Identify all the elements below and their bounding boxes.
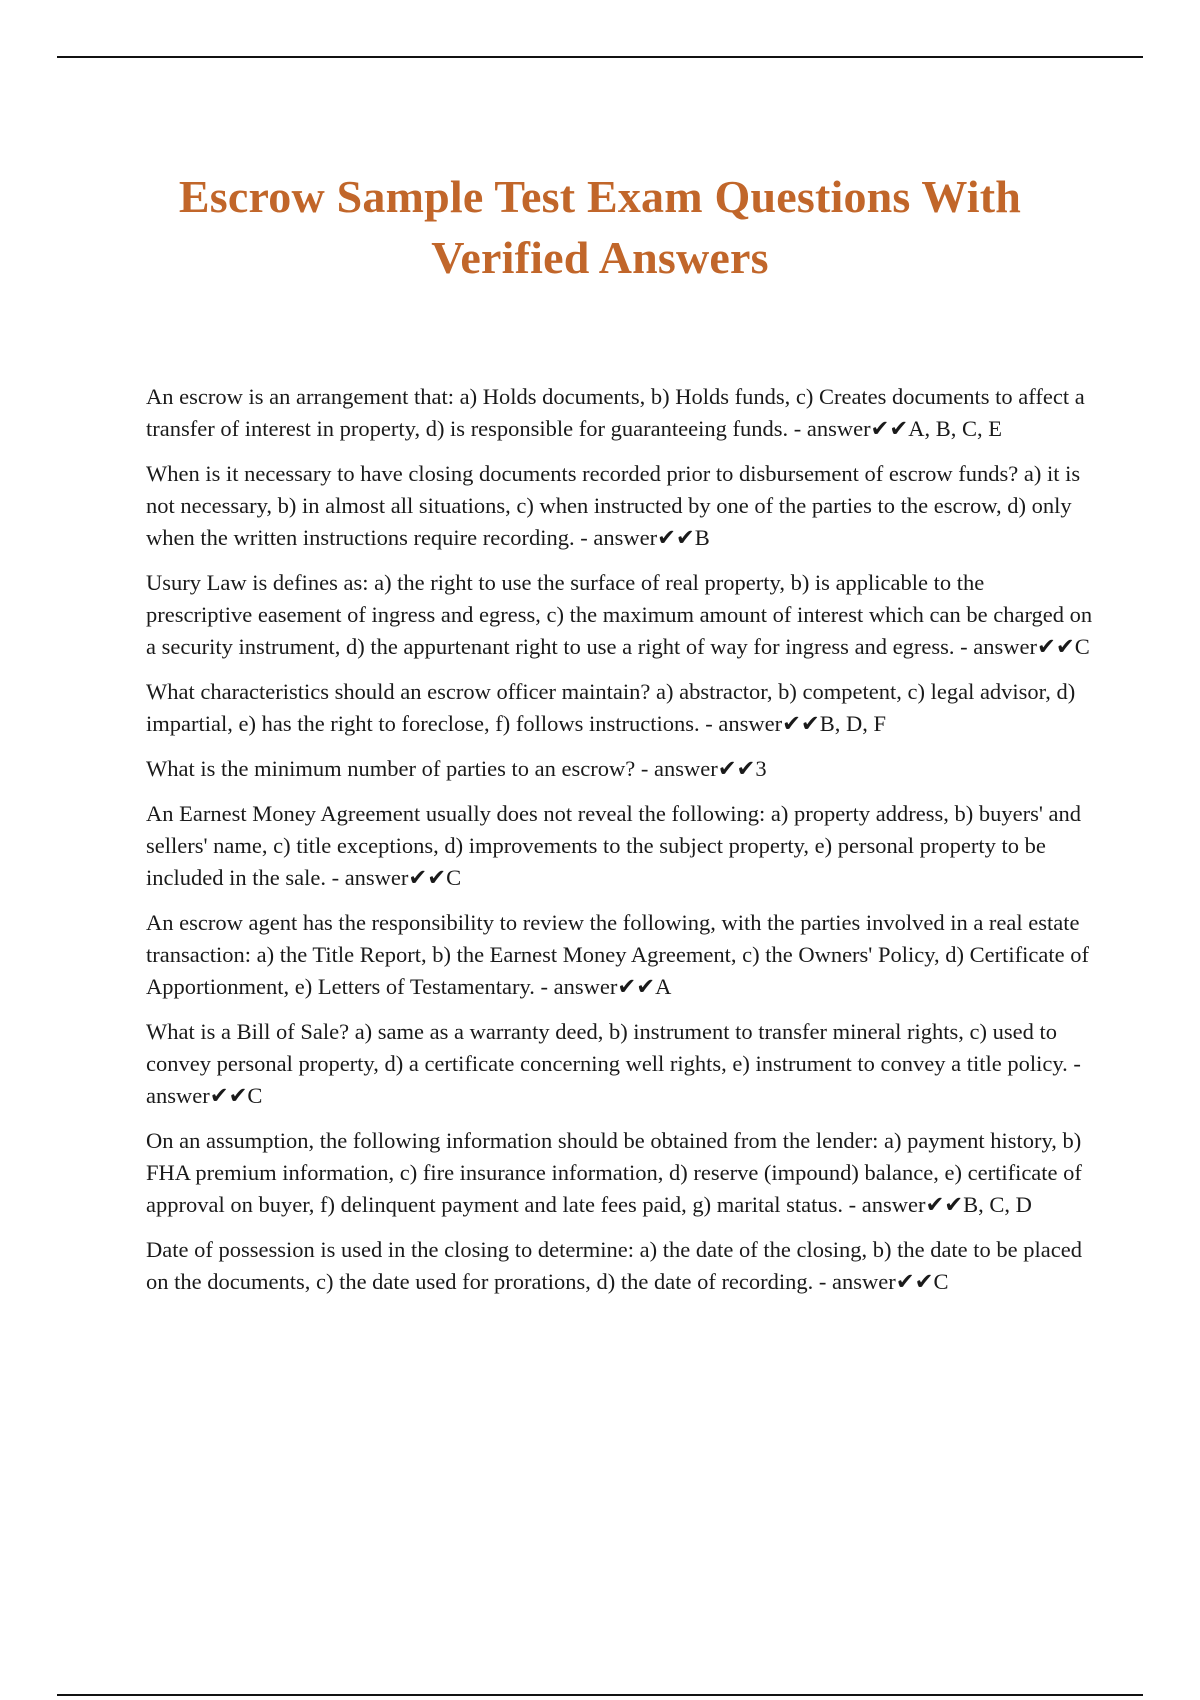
question-item: An escrow agent has the responsibility to review the following, with the parties involved in a real estate transaction: a) the Title Report, b) the Earnest Money Agreement, c) the Owners' Policy, d) Certificate of Apportionment, e) Letters of Testamentary. - answer✔✔A xyxy=(146,910,1089,999)
question-item: On an assumption, the following information should be obtained from the lender: a) payment history, b) FHA premium information, c) fire insurance information, d) reserve (impound) balance, e) certificate of approval on buyer, f) delinquent payment and late fees paid, g) marital status. - answer✔✔B, C, D xyxy=(146,1128,1082,1217)
question-item: An escrow is an arrangement that: a) Holds documents, b) Holds funds, c) Creates documents to affect a transfer of interest in property, d) is responsible for guaranteeing funds. - answer✔✔A, B, C, E xyxy=(146,384,1085,441)
question-list xyxy=(146,381,1096,1311)
question-item: Usury Law is defines as: a) the right to use the surface of real property, b) is applicable to the prescriptive easement of ingress and egress, c) the maximum amount of interest which can be charged on a security instrument, d) the appurtenant right to use a right of way for ingress and egress. - answer✔✔C xyxy=(146,570,1093,659)
footer-rule xyxy=(57,1694,1143,1696)
question-item: Date of possession is used in the closing to determine: a) the date of the closing, b) the date to be placed on the documents, c) the date used for prorations, d) the date of recording. - answer✔✔C xyxy=(146,1237,1082,1294)
question-item: An Earnest Money Agreement usually does not reveal the following: a) property address, b) buyers' and sellers' name, c) title exceptions, d) improvements to the subject property, e) personal property to be included in the sale. - answer✔✔C xyxy=(146,801,1082,890)
question-item: What is a Bill of Sale? a) same as a warranty deed, b) instrument to transfer mineral rights, c) used to convey personal property, d) a certificate concerning well rights, e) instrument to convey a title policy. - answer✔✔C xyxy=(146,1019,1081,1108)
header-rule xyxy=(57,56,1143,58)
question-item: When is it necessary to have closing documents recorded prior to disbursement of escrow funds? a) it is not necessary, b) in almost all situations, c) when instructed by one of the parties to the escrow, d) only when the written instructions require recording. - answer✔✔B xyxy=(146,461,1081,550)
question-item: What is the minimum number of parties to an escrow? - answer✔✔3 xyxy=(146,756,767,781)
document-title: Escrow Sample Test Exam Questions With Verified Answers xyxy=(178,171,1022,283)
question-item: What characteristics should an escrow officer maintain? a) abstractor, b) competent, c) legal advisor, d) impartial, e) has the right to foreclose, f) follows instructions. - answer✔✔B, D, F xyxy=(146,679,1076,736)
